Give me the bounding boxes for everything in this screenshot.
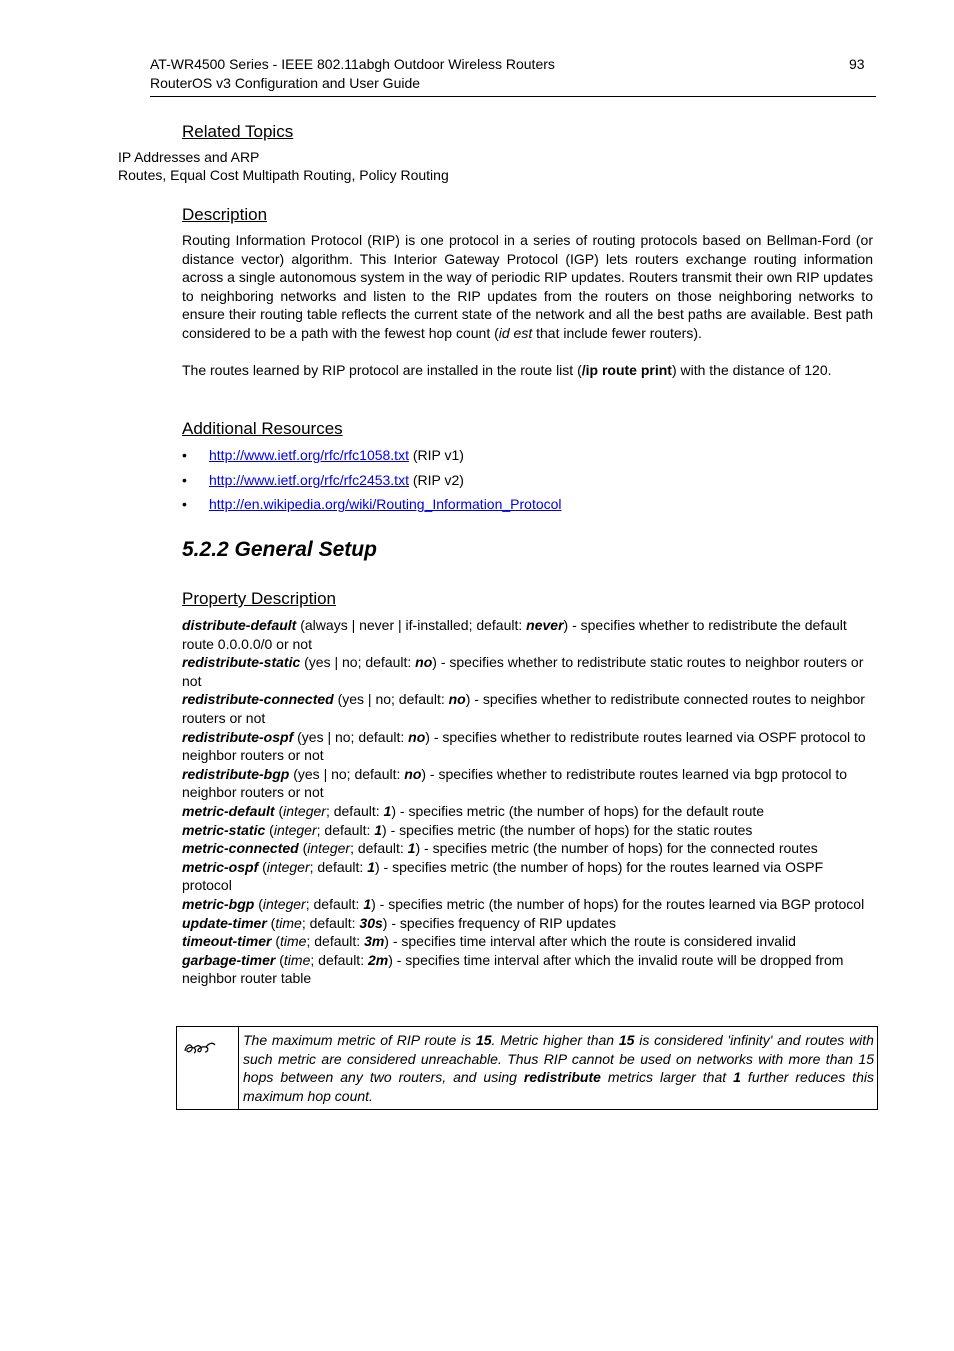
property-default: 2m [367,951,389,968]
property-text: ) - specifies time interval after which the invalid route will be dropped from neighbor router table [182,951,844,987]
note-text-part: metrics larger that [600,1069,734,1086]
resource-suffix: (RIP v2) [408,471,464,488]
property-text: ; default: [316,821,375,838]
description-paragraph-1 [182,231,873,343]
property-default: 1 [383,802,392,819]
description-text: ) with the distance of 120. [671,362,832,378]
property-default: no [408,728,426,745]
property-type: time [280,933,307,950]
property-default: no [404,765,422,782]
property-text: ) - specifies whether to redistribute routes learned via OSPF protocol to neighbor routers or not [182,728,866,764]
bullet-icon: • [182,447,187,463]
property-text: ( [275,951,284,968]
section-title: 5.2.2 General Setup [182,538,377,561]
additional-resources-heading: Additional Resources [182,419,343,438]
property-name: redistribute-connected [182,691,334,708]
property-default: 3m [364,933,385,950]
property-text: ) - specifies whether to redistribute connected routes to neighbor routers or not [182,691,865,726]
property-default: 1 [407,840,416,857]
property-text: ) - specifies whether to redistribute the default route 0.0.0.0/0 or not [182,617,847,652]
wikipedia-rip-link[interactable]: http://en.wikipedia.org/wiki/Routing_Information_Protocol [209,496,562,513]
property-text: ; default: [325,802,384,819]
property-text: ( [266,914,276,931]
property-text: ( [271,933,281,950]
property-name: redistribute-ospf [182,728,294,745]
property-list [182,616,872,988]
property-text: ) - specifies whether to redistribute static routes to neighbor routers or not [182,654,864,689]
property-text: ; default: [301,914,360,931]
note-text-part: . Metric higher than [491,1032,619,1048]
property-text: ; default: [306,933,365,950]
property-text: ) - specifies time interval after which the route is considered invalid [384,933,796,950]
property-name: timeout-timer [182,933,272,950]
command-text: /ip route print [581,362,672,378]
property-type: integer [283,802,326,819]
property-name: metric-bgp [182,895,255,912]
note-text-part: further reduces this maximum hop count. [243,1069,874,1104]
property-default: 1 [374,821,383,838]
property-item [182,616,872,653]
property-name: update-timer [182,914,267,931]
property-text: ) - specifies metric (the number of hops) for the routes learned via OSPF protocol [182,858,824,894]
note-bold: redistribute [523,1069,601,1086]
related-topic-item: IP Addresses and ARP [118,149,260,165]
property-text: ( [265,821,274,838]
rfc2453-link[interactable]: http://www.ietf.org/rfc/rfc2453.txt [209,471,409,488]
property-text: ) - specifies metric (the number of hops) for the routes learned via BGP protocol [371,895,865,912]
property-name: redistribute-static [182,654,301,671]
resource-list [182,446,562,520]
property-text: ( [274,802,284,819]
property-text: ( [298,840,308,857]
description-text: Routing Information Protocol (RIP) is one protocol in a series of routing protocols based on Bellman-Ford (or distance vector) algorithm. This Interior Gateway Protocol (IGP) lets routers exchange routing information across a single autonomous system in the way of periodic RIP updates. Routers transmit their own RIP updates to neighboring networks and listen to the RIP updates from the routers on those neighboring networks to ensure their routing table reflects the current state of the network and all the best paths are available. Best path considered to be a path with the fewest hop count ( [182,232,873,341]
list-item [182,495,562,520]
property-text: (yes | no; default: [333,691,449,708]
property-default: 1 [363,895,372,912]
property-item [182,802,872,821]
bullet-icon: • [182,471,187,488]
note-bold: 15 [475,1032,492,1048]
bullet-icon: • [182,496,187,513]
property-item [182,690,872,727]
property-name: redistribute-bgp [182,765,290,782]
note-text-part: is considered 'infinity' and routes with such metric are considered unreachable. Thus RIP cannot be used on networks with more than 15 hops between any two routers, and using [243,1032,874,1086]
property-default: 30s [359,914,383,931]
property-type: integer [307,840,351,857]
property-text: ( [254,895,263,912]
description-text: that include fewer routers). [532,324,702,341]
note-hand-icon [183,1039,217,1057]
note-text-part: The maximum metric of RIP route is [243,1032,476,1048]
property-item [182,821,872,840]
property-type: time [275,914,302,931]
related-topic-item: Routes, Equal Cost Multipath Routing, Policy Routing [118,167,449,183]
property-text: ( [258,858,267,875]
note-text [243,1031,874,1105]
property-text: ) - specifies frequency of RIP updates [382,914,616,931]
property-text: (yes | no; default: [289,765,405,782]
property-type: time [283,951,311,968]
property-text: ; default: [305,895,364,912]
property-text: ) - specifies metric (the number of hops) for the connected routes [415,840,818,857]
property-item [182,895,872,914]
property-item [182,728,872,765]
property-text: ; default: [350,840,408,857]
property-default: no [415,654,433,671]
property-type: integer [273,821,317,838]
property-name: metric-static [182,821,266,838]
description-heading: Description [182,205,268,224]
property-type: integer [262,895,306,912]
description-paragraph-2 [182,361,873,380]
property-default: 1 [367,858,375,875]
property-item [182,653,872,690]
property-item [182,932,872,951]
note-bold: 15 [618,1032,635,1048]
property-name: metric-connected [182,840,299,857]
property-name: metric-ospf [182,858,259,875]
property-item [182,839,872,858]
header-divider [150,96,876,97]
related-topics-heading: Related Topics [182,122,294,141]
property-name: metric-default [182,802,275,819]
note-box [176,1026,878,1110]
property-item [182,765,872,802]
page-number: 93 [849,56,865,72]
property-item [182,858,872,895]
property-name: garbage-timer [182,951,276,968]
property-text: (always | never | if-installed; default: [296,617,527,633]
property-description-heading: Property Description [182,589,337,608]
list-item [182,471,562,496]
property-type: integer [266,858,310,875]
property-default: never [526,617,564,633]
property-text: ) - specifies whether to redistribute routes learned via bgp protocol to neighbor routers or not [182,765,848,801]
property-text: (yes | no; default: [293,728,409,745]
property-text: ; default: [310,951,368,968]
note-icon-cell [177,1027,239,1109]
resource-suffix: (RIP v1) [408,447,464,463]
header-title-line1: AT-WR4500 Series - IEEE 802.11abgh Outdoor Wireless Routers [150,56,555,72]
property-item [182,914,872,933]
list-item [182,446,562,471]
rfc1058-link[interactable]: http://www.ietf.org/rfc/rfc1058.txt [209,447,409,463]
page-header-title [150,55,555,93]
note-bold: 1 [733,1069,741,1086]
property-text: (yes | no; default: [300,654,416,671]
description-italic: id est [498,324,533,341]
property-default: no [448,691,466,708]
description-text: The routes learned by RIP protocol are installed in the route list ( [182,362,582,378]
property-text: ) - specifies metric (the number of hops) for the static routes [382,821,753,838]
header-title-line2: RouterOS v3 Configuration and User Guide [150,75,421,91]
property-text: ) - specifies metric (the number of hops) for the default route [391,802,765,819]
property-item [182,951,872,988]
property-name: distribute-default [182,617,297,633]
property-text: ; default: [309,858,368,875]
